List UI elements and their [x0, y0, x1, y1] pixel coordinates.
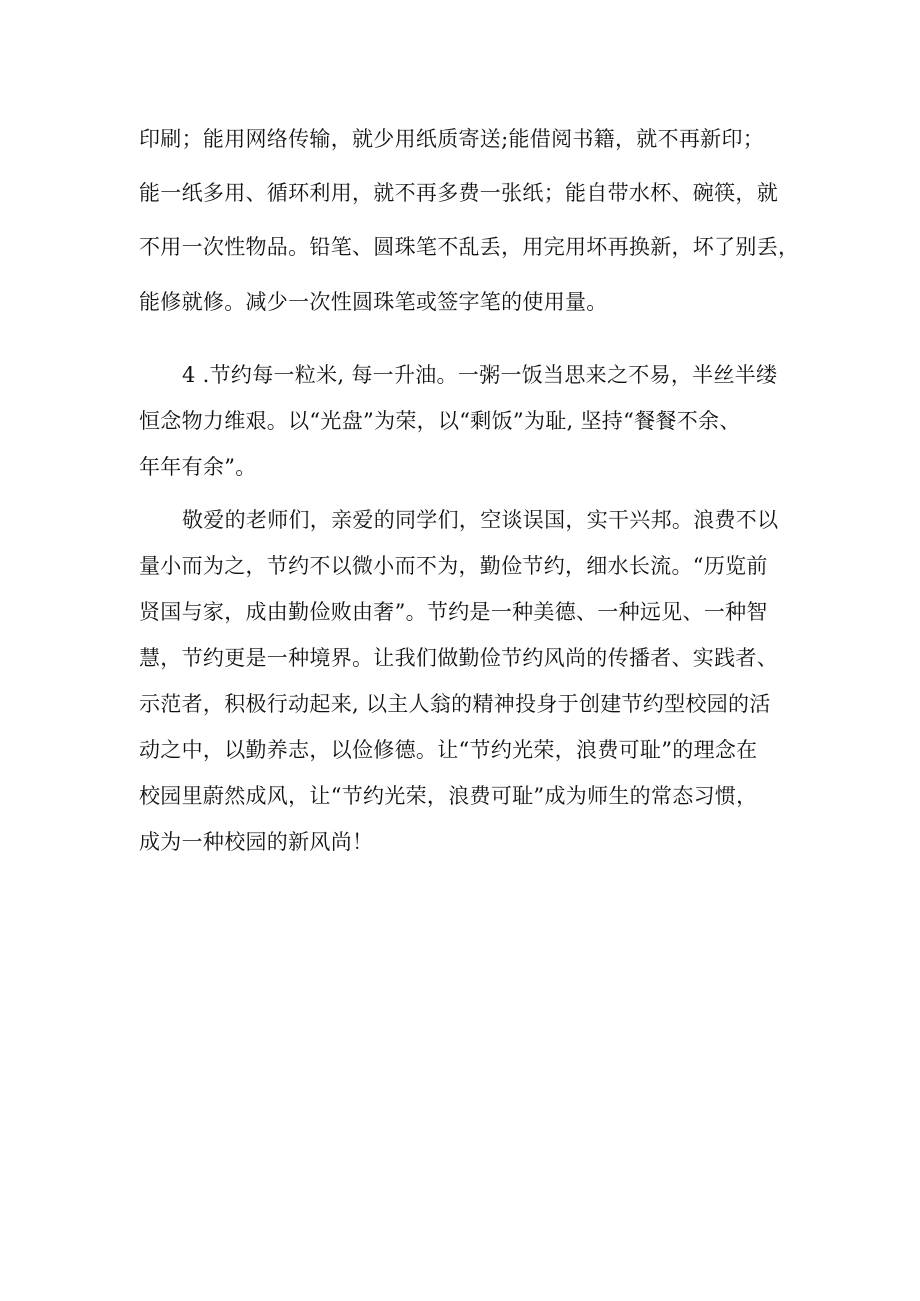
- paragraph-line: 敬爱的老师们，亲爱的同学们，空谈误国，实干兴邦。浪费不以: [182, 508, 779, 532]
- list-item-line: 恒念物力维艰。以“光盘”为荣，以“剩饭”为耻, 坚持“餐餐不余、: [139, 409, 741, 433]
- paragraph-line: 量小而为之，节约不以微小而不为，勤俭节约，细水长流。“历览前: [139, 554, 768, 578]
- paragraph-line: 成为一种校园的新风尚！: [139, 830, 374, 854]
- paragraph-line: 贤国与家，成由勤俭败由奢”。节约是一种美德、一种远见、一种智: [139, 600, 768, 624]
- paragraph-line: 示范者，积极行动起来, 以主人翁的精神投身于创建节约型校园的活: [139, 692, 771, 716]
- paragraph-line: 印刷；能用网络传输，就少用纸质寄送;能借阅书籍，就不再新印；: [139, 127, 765, 151]
- paragraph-line: 校园里蔚然成风，让“节约光荣，浪费可耻”成为师生的常态习惯，: [139, 784, 758, 808]
- paragraph-line: 能修就修。减少一次性圆珠笔或签字笔的使用量。: [139, 290, 608, 314]
- paragraph-line: 动之中，以勤养志，以俭修德。让“节约光荣，浪费可耻”的理念在: [139, 738, 758, 762]
- paragraph-line: 不用一次性物品。铅笔、圆珠笔不乱丢，用完用坏再换新，坏了别丢，: [139, 235, 800, 259]
- list-item-line: 年年有余”。: [139, 455, 257, 479]
- paragraph-line: 能一纸多用、循环利用，就不再多费一张纸；能自带水杯、碗筷，就: [139, 181, 778, 205]
- list-item-line: 4 .节约每一粒米, 每一升油。一粥一饭当思来之不易，半丝半缕: [182, 363, 778, 387]
- paragraph-line: 慧，节约更是一种境界。让我们做勤俭节约风尚的传播者、实践者、: [139, 646, 778, 670]
